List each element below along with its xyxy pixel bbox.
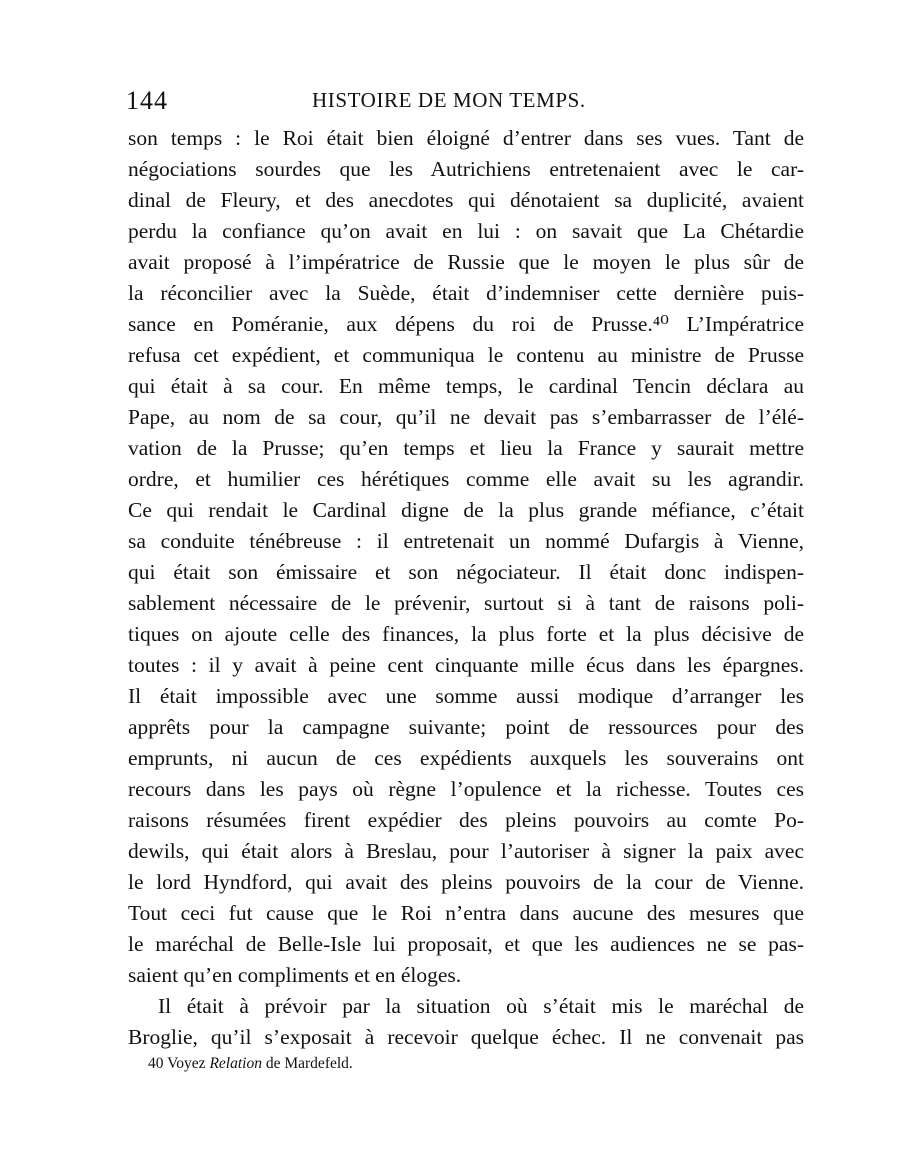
text-line: tiques on ajoute celle des finances, la plus forte et la plus décisive de [128, 622, 804, 646]
text-line: refusa cet expédient, et communiqua le contenu au ministre de Prusse [128, 343, 804, 367]
body-text [128, 123, 804, 1053]
text-line: vation de la Prusse; qu’en temps et lieu la France y saurait mettre [128, 436, 804, 460]
text-line: le maréchal de Belle-Isle lui proposait, et que les audiences ne se pas- [128, 932, 804, 956]
text-line: le lord Hyndford, qui avait des pleins pouvoirs de la cour de Vienne. [128, 870, 804, 894]
text-line: Ce qui rendait le Cardinal digne de la plus grande méfiance, c’était [128, 498, 804, 522]
text-line: emprunts, ni aucun de ces expédients auxquels les souverains ont [128, 746, 804, 770]
text-line: qui était à sa cour. En même temps, le cardinal Tencin déclara au [128, 374, 804, 398]
footnote-title: Relation [209, 1055, 262, 1072]
text-line: raisons résumées firent expédier des pleins pouvoirs au comte Po- [128, 808, 804, 832]
text-line: Il était impossible avec une somme aussi modique d’arranger les [128, 684, 804, 708]
footnote [148, 1055, 353, 1073]
paragraph-last-line: saient qu’en compliments et en éloges. [128, 963, 462, 987]
text-line: sa conduite ténébreuse : il entretenait un nommé Dufargis à Vienne, [128, 529, 804, 553]
text-line: ordre, et humilier ces hérétiques comme elle avait su les agrandir. [128, 467, 804, 491]
running-head: HISTOIRE DE MON TEMPS. [312, 88, 586, 112]
text-line: dinal de Fleury, et des anecdotes qui dénotaient sa duplicité, avaient [128, 188, 804, 212]
text-line: dewils, qui était alors à Breslau, pour l’autoriser à signer la paix avec [128, 839, 804, 863]
footnote-prefix: Voyez [167, 1055, 206, 1072]
text-line: Pape, au nom de sa cour, qu’il ne devait pas s’embarrasser de l’élé- [128, 405, 804, 429]
text-line: Broglie, qu’il s’exposait à recevoir quelque échec. Il ne convenait pas [128, 1025, 804, 1049]
text-line: sablement nécessaire de le prévenir, surtout si à tant de raisons poli- [128, 591, 804, 615]
footnote-marker: 40 [148, 1055, 164, 1072]
text-line: négociations sourdes que les Autrichiens entretenaient avec le car- [128, 157, 804, 181]
footnote-suffix: de Mardefeld. [265, 1055, 353, 1072]
page-number: 144 [126, 86, 168, 115]
text-line: la réconcilier avec la Suède, était d’indemniser cette dernière puis- [128, 281, 804, 305]
text-line: Tout ceci fut cause que le Roi n’entra dans aucune des mesures que [128, 901, 804, 925]
paragraph-first-line: Il était à prévoir par la situation où s’était mis le maréchal de [158, 994, 804, 1018]
text-line: sance en Poméranie, aux dépens du roi de Prusse.⁴⁰ L’Impératrice [128, 312, 804, 336]
text-line: apprêts pour la campagne suivante; point de ressources pour des [128, 715, 804, 739]
text-line: recours dans les pays où règne l’opulence et la richesse. Toutes ces [128, 777, 804, 801]
text-line: toutes : il y avait à peine cent cinquante mille écus dans les épargnes. [128, 653, 804, 677]
text-line: perdu la confiance qu’on avait en lui : on savait que La Chétardie [128, 219, 804, 243]
text-line: son temps : le Roi était bien éloigné d’entrer dans ses vues. Tant de [128, 126, 804, 150]
text-line: avait proposé à l’impératrice de Russie que le moyen le plus sûr de [128, 250, 804, 274]
text-line: qui était son émissaire et son négociateur. Il était donc indispen- [128, 560, 804, 584]
